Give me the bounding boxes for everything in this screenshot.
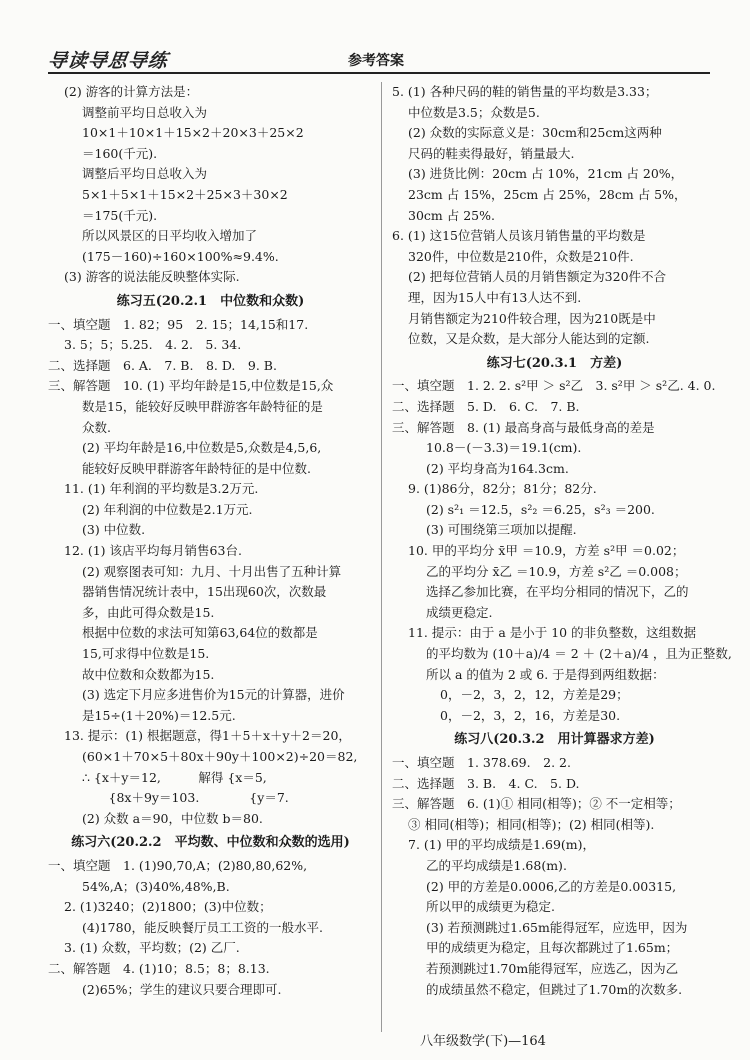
- answer-line: 所以 a 的值为 2 或 6. 于是得到两组数据：: [426, 666, 665, 682]
- answer-line: (3) 游客的说法能反映整体实际.: [64, 269, 240, 285]
- answer-line: 6. (1) 这15位营销人员该月销售量的平均数是: [392, 228, 646, 244]
- answer-line: 故中位数和众数都为15.: [82, 666, 215, 682]
- answer-line: 3. 5；5；5.25. 4. 2. 5. 34.: [64, 337, 242, 353]
- answer-line: 根据中位数的求法可知第63,64位的数都是: [82, 625, 318, 641]
- answer-line: 数是15，能较好反映甲群游客年龄特征的是: [82, 398, 323, 414]
- answer-line: 所以风景区的日平均收入增加了: [82, 228, 258, 244]
- answer-line: 多，由此可得众数是15.: [82, 604, 215, 620]
- answer-line: 12. (1) 该店平均每月销售63台.: [64, 543, 242, 559]
- brand-logo: 导读导思导练: [46, 50, 170, 72]
- answer-line: (3) 若预测跳过1.65m能得冠军，应选甲，因为: [426, 919, 688, 935]
- answer-line: 是15÷(1＋20%)＝12.5元.: [82, 707, 236, 723]
- answer-line: (2) 平均年龄是16,中位数是5,众数是4,5,6,: [82, 440, 322, 456]
- right-column: [392, 82, 732, 1000]
- answer-line: 三、解答题 8. (1) 最高身高与最低身高的差是: [392, 419, 655, 435]
- answer-line: 调整后平均日总收入为: [82, 166, 208, 182]
- section-heading: 练习七(20.3.1 方差): [486, 355, 623, 371]
- answer-line: 13. 提示：(1) 根据题意，得1＋5＋x＋y＋2＝20，: [64, 728, 351, 744]
- answer-line: 选择乙参加比赛，在平均分相同的情况下，乙的: [426, 584, 689, 600]
- answer-line: ③ 相同(相等)；相同(相等)；(2) 相同(相等).: [408, 816, 655, 832]
- answer-line: 理，因为15人中有13人达不到.: [408, 289, 582, 305]
- answer-line: 5. (1) 各种尺码的鞋的销售量的平均数是3.33；: [392, 84, 658, 99]
- answer-line: 成绩更稳定.: [426, 604, 493, 620]
- page-title: 参考答案: [348, 53, 404, 69]
- answer-line: (2) 平均身高为164.3cm.: [426, 460, 569, 476]
- header-rule: [48, 72, 710, 74]
- answer-line: (2) 把每位营销人员的月销售额定为320件不合: [408, 269, 667, 285]
- answer-line: 30cm 占 25%.: [408, 207, 495, 223]
- answer-line: 二、选择题 6. A. 7. B. 8. D. 9. B.: [48, 357, 277, 373]
- answer-line: (3) 中位数.: [82, 522, 146, 538]
- page-footer: 八年级数学(下)—164: [420, 1034, 546, 1049]
- answer-line: (3) 选定下月应多进售价为15元的计算器，进价: [82, 687, 345, 703]
- answer-line: 二、选择题 3. B. 4. C. 5. D.: [392, 775, 580, 791]
- answer-line: 二、解答题 4. (1)10；8.5；8；8.13.: [48, 960, 270, 976]
- answer-line: 所以甲的成绩更为稳定.: [426, 899, 555, 915]
- answer-line: 月销售额定为210件较合理，因为210既是中: [408, 310, 656, 326]
- section-heading: 练习五(20.2.1 中位数和众数): [116, 293, 305, 309]
- answer-line: 众数.: [82, 419, 111, 435]
- answer-line: (2) 年利润的中位数是2.1万元.: [82, 501, 253, 517]
- answer-line: 一、填空题 1. 378.69. 2. 2.: [392, 755, 571, 770]
- answer-line: 2. (1)3240；(2)1800；(3)中位数；: [64, 899, 272, 915]
- answer-line: 乙的平均分 x̄乙 ＝10.9，方差 s²乙 ＝0.008；: [426, 563, 687, 579]
- answer-line: 7. (1) 甲的平均成绩是1.69(m)，: [408, 837, 596, 853]
- answer-line: 乙的平均成绩是1.68(m).: [426, 857, 567, 873]
- answer-line: 320件，中位数是210件，众数是210件.: [408, 248, 634, 264]
- answer-line: 54%,A；(3)40%,48%,B.: [82, 878, 230, 894]
- answer-line: 10. 甲的平均分 x̄甲 ＝10.9，方差 s²甲 ＝0.02；: [408, 543, 685, 559]
- answer-line: 尺码的鞋卖得最好，销量最大.: [408, 145, 575, 161]
- answer-line: (2) 甲的方差是0.0006,乙的方差是0.00315,: [426, 878, 677, 894]
- answer-line: (4)1780，能反映餐厅员工工资的一般水平.: [82, 919, 323, 935]
- answer-line: (2) s²₁ ＝12.5，s²₂ ＝6.25，s²₃ ＝200.: [426, 501, 655, 517]
- answer-line: 若预测跳过1.70m能得冠军，应选乙，因为乙: [426, 960, 679, 976]
- answer-line: 一、填空题 1. 2. 2. s²甲 ＞ s²乙 3. s²甲 ＞ s²乙. 4. 0.: [392, 378, 716, 394]
- answer-line: 二、选择题 5. D. 6. C. 7. B.: [392, 398, 580, 414]
- answer-line: (2) 众数 a＝90，中位数 b＝80.: [82, 810, 263, 826]
- page-header: [48, 46, 710, 74]
- answer-line: 10.8－(－3.3)＝19.1(cm).: [426, 440, 582, 456]
- answer-line: 三、解答题 10. (1) 平均年龄是15,中位数是15,众: [48, 378, 334, 394]
- answer-line: 能较好反映甲群游客年龄特征的是中位数.: [82, 460, 311, 476]
- answer-line: 位数，又是众数，是大部分人能达到的定额.: [408, 331, 650, 347]
- answer-line: 15,可求得中位数是15.: [82, 646, 210, 662]
- answer-line: 的成绩虽然不稳定，但跳过了1.70m的次数多.: [426, 981, 683, 997]
- answer-line: (2)65%；学生的建议只要合理即可.: [82, 981, 282, 997]
- answer-line: 器销售情况统计表中，15出现60次，次数最: [82, 584, 327, 600]
- answer-line: 5×1＋5×1＋15×2＋25×3＋30×2: [82, 186, 288, 202]
- answer-line: {8x＋9y＝103. {y＝7.: [96, 790, 289, 806]
- section-heading: 练习八(20.3.2 用计算器求方差): [454, 732, 655, 748]
- answer-line: 甲的成绩更为稳定，且每次都跳过了1.65m；: [426, 940, 679, 956]
- answer-line: (3) 可围绕第三项加以提醒.: [426, 522, 577, 538]
- answer-line: 11. (1) 年利润的平均数是3.2万元.: [64, 481, 259, 497]
- section-heading: 练习六(20.2.2 平均数、中位数和众数的选用): [71, 835, 350, 851]
- answer-line: (3) 进货比例：20cm 占 10%，21cm 占 20%，: [408, 166, 684, 182]
- answer-line: 一、填空题 1. (1)90,70,A；(2)80,80,62%,: [48, 857, 308, 873]
- answer-line: 23cm 占 15%，25cm 占 25%，28cm 占 5%，: [408, 186, 687, 202]
- answer-line: ＝175(千元).: [82, 207, 158, 223]
- left-column: [48, 82, 373, 1000]
- column-divider: [381, 82, 382, 1032]
- answer-line: 0，－2，3，2，12，方差是29；: [440, 687, 629, 703]
- answer-line: (60×1＋70×5＋80x＋90y＋100×2)÷20＝82,: [82, 749, 358, 764]
- answer-line: 中位数是3.5；众数是5.: [408, 104, 540, 120]
- answer-line: (2) 观察图表可知：九月、十月出售了五种计算: [82, 563, 342, 579]
- answer-line: 0，－2，3，2，16，方差是30.: [440, 707, 621, 723]
- answer-line: 10×1＋10×1＋15×2＋20×3＋25×2: [82, 125, 304, 141]
- answer-line: 9. (1)86分，82分；81分；82分.: [408, 481, 597, 497]
- answer-line: 11. 提示：由于 a 是小于 10 的非负整数，这组数据: [408, 625, 697, 641]
- answer-line: 3. (1) 众数，平均数；(2) 乙厂.: [64, 940, 240, 956]
- answer-line: 调整前平均日总收入为: [82, 104, 208, 120]
- answer-line: ＝160(千元).: [82, 145, 158, 161]
- answer-line: (2) 众数的实际意义是：30cm和25cm这两种: [408, 125, 662, 141]
- answer-line: (175－160)÷160×100%≈9.4%.: [82, 248, 279, 264]
- answer-line: ∴ {x＋y＝12, 解得 {x＝5,: [82, 769, 267, 785]
- answer-line: (2) 游客的计算方法是：: [64, 84, 199, 99]
- answer-line: 三、解答题 6. (1)① 相同(相等)；② 不一定相等；: [392, 796, 681, 812]
- answer-line: 一、填空题 1. 82；95 2. 15；14,15和17.: [48, 316, 309, 332]
- answer-line: 的平均数为 (10＋a)/4 ＝ 2 ＋ (2＋a)/4 ，且为正整数,: [426, 646, 732, 662]
